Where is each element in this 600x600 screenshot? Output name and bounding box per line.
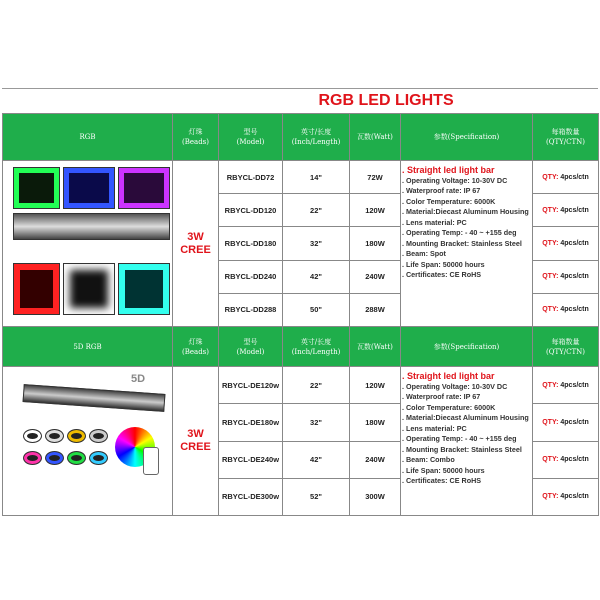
spec-line: . Life Span: 50000 hours	[402, 465, 485, 475]
qty-cell	[533, 293, 599, 326]
spec-line: . Certificates: CE RoHS	[402, 270, 482, 279]
qty-label: QTY:	[542, 173, 559, 181]
qty-label: QTY:	[542, 493, 559, 501]
watt-cell: 240W	[350, 260, 401, 293]
spec-line: . Certificates: CE RoHS	[402, 476, 482, 485]
qty-label: QTY:	[542, 306, 559, 314]
model-cell: RBYCL-DE240w	[219, 441, 283, 478]
qty-label: QTY:	[542, 273, 559, 281]
model-cell: RBYCL-DE120w	[219, 367, 283, 404]
watt-cell: 300W	[350, 478, 401, 515]
qty-value: 4pcs/ctn	[560, 239, 589, 247]
qty-cell	[533, 404, 599, 441]
qty-value: 4pcs/ctn	[560, 493, 589, 501]
qty-value: 4pcs/ctn	[560, 418, 589, 426]
spec-line: . Straight led light bar	[402, 165, 495, 175]
qty-value: 4pcs/ctn	[560, 173, 589, 181]
model-cell: RBYCL-DD120	[219, 194, 283, 227]
watt-cell: 180W	[350, 404, 401, 441]
header-watt: 瓦数(Watt)	[350, 114, 401, 161]
length-cell: 14"	[283, 161, 350, 194]
qty-value: 4pcs/ctn	[560, 456, 589, 464]
qty-cell	[533, 367, 599, 404]
product-photos	[3, 367, 172, 515]
spec-line: . Operating Voltage: 10-30V DC	[402, 175, 508, 185]
header-length: 英寸/长度 (Inch/Length)	[283, 114, 350, 161]
watt-cell: 288W	[350, 293, 401, 326]
spec-line: . Color Temperature: 6000K	[402, 402, 496, 412]
model-cell: RBYCL-DD288	[219, 293, 283, 326]
spec-line: . Color Temperature: 6000K	[402, 196, 496, 206]
length-cell: 42"	[283, 260, 350, 293]
spec-line: . Operating Voltage: 10-30V DC	[402, 381, 508, 391]
beads-value: 3W CREE	[173, 367, 219, 516]
qty-value: 4pcs/ctn	[560, 306, 589, 314]
length-cell: 32"	[283, 404, 350, 441]
spec-line: . Operating Temp: - 40 ~ +155 deg	[402, 228, 517, 237]
length-cell: 22"	[283, 194, 350, 227]
watt-cell: 180W	[350, 227, 401, 260]
section-name: 5D RGB	[3, 327, 173, 367]
qty-cell	[533, 161, 599, 194]
product-image-cell	[3, 367, 173, 516]
page-title: RGB LED LIGHTS	[318, 92, 454, 109]
header-beads: 灯珠 (Beads)	[173, 114, 219, 161]
table-row	[3, 161, 599, 194]
qty-value: 4pcs/ctn	[560, 381, 589, 389]
header-watt: 瓦数(Watt)	[350, 327, 401, 367]
table-row	[3, 367, 599, 404]
header-row	[3, 327, 599, 367]
header-spec: 参数(Specification)	[401, 114, 533, 161]
beads-value: 3W CREE	[173, 161, 219, 327]
model-cell: RBYCL-DE300w	[219, 478, 283, 515]
product-table-container	[2, 88, 598, 516]
qty-label: QTY:	[542, 418, 559, 426]
qty-cell	[533, 478, 599, 515]
length-cell: 42"	[283, 441, 350, 478]
product-photos	[3, 161, 172, 326]
qty-value: 4pcs/ctn	[560, 273, 589, 281]
watt-cell: 120W	[350, 194, 401, 227]
qty-label: QTY:	[542, 381, 559, 389]
model-cell: RBYCL-DD72	[219, 161, 283, 194]
specification-cell	[401, 161, 533, 327]
spec-line: . Waterproof rate: IP 67	[402, 392, 481, 401]
spec-line: . Mounting Bracket: Stainless Steel	[402, 444, 522, 454]
qty-cell	[533, 194, 599, 227]
header-qty: 每箱数量 (QTY/CTN)	[533, 114, 599, 161]
spec-line: . Material:Diecast Aluminum Housing	[402, 413, 529, 422]
header-length: 英寸/长度 (Inch/Length)	[283, 327, 350, 367]
header-beads: 灯珠 (Beads)	[173, 327, 219, 367]
image-label: 5D	[131, 373, 146, 385]
header-row	[3, 114, 599, 161]
spec-line: . Material:Diecast Aluminum Housing	[402, 207, 529, 216]
model-cell: RBYCL-DD180	[219, 227, 283, 260]
qty-cell	[533, 227, 599, 260]
section-name: RGB	[3, 114, 173, 161]
model-cell: RBYCL-DD240	[219, 260, 283, 293]
spec-line: . Life Span: 50000 hours	[402, 259, 485, 269]
spec-line: . Mounting Bracket: Stainless Steel	[402, 238, 522, 248]
header-model: 型号 (Model)	[219, 114, 283, 161]
qty-value: 4pcs/ctn	[560, 206, 589, 214]
length-cell: 22"	[283, 367, 350, 404]
qty-label: QTY:	[542, 206, 559, 214]
header-qty: 每箱数量 (QTY/CTN)	[533, 327, 599, 367]
specification-cell	[401, 367, 533, 516]
spec-line: . Straight led light bar	[402, 371, 495, 381]
product-image-cell	[3, 161, 173, 327]
qty-label: QTY:	[542, 456, 559, 464]
qty-label: QTY:	[542, 239, 559, 247]
spec-line: . Lens material: PC	[402, 217, 467, 227]
length-cell: 32"	[283, 227, 350, 260]
spec-line: . Lens material: PC	[402, 423, 467, 433]
spec-line: . Waterproof rate: IP 67	[402, 186, 481, 195]
watt-cell: 120W	[350, 367, 401, 404]
length-cell: 50"	[283, 293, 350, 326]
qty-cell	[533, 260, 599, 293]
header-spec: 参数(Specification)	[401, 327, 533, 367]
model-cell: RBYCL-DE180w	[219, 404, 283, 441]
watt-cell: 240W	[350, 441, 401, 478]
header-model: 型号 (Model)	[219, 327, 283, 367]
length-cell: 52"	[283, 478, 350, 515]
qty-cell	[533, 441, 599, 478]
watt-cell: 72W	[350, 161, 401, 194]
spec-line: . Operating Temp: - 40 ~ +155 deg	[402, 434, 517, 443]
spec-line: . Beam: Combo	[402, 455, 455, 464]
product-table	[2, 89, 599, 516]
spec-line: . Beam: Spot	[402, 249, 446, 258]
